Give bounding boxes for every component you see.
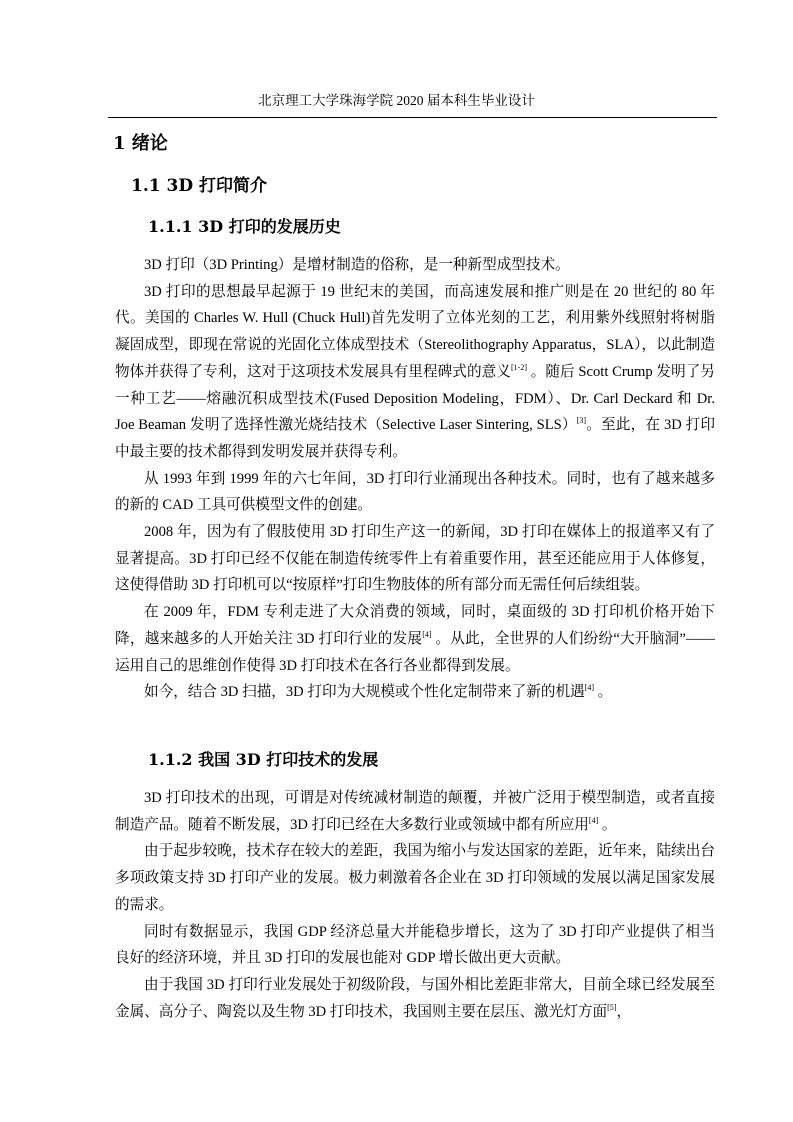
citation: [4] [584, 683, 594, 693]
page-header: 北京理工大学珠海学院 2020 届本科生毕业设计 [258, 93, 535, 108]
paragraph-text: 在 2009 年，FDM 专利走进了大众消费的领域，同时，桌面级的 3D 打印机价格开始下降，越来越多的人开始关注 3D 打印行业的发展 [115, 604, 715, 647]
paragraph: 同时有数据显示，我国 GDP 经济总量大并能稳步增长，这为了 3D 打印产业提供了相当良好的经济环境，并且 3D 打印的发展也能对 GDP 增长做出更大贡献。 [115, 923, 715, 967]
subsection-heading-1-1-1: 1.1.1 3D 打印的发展历史 [148, 217, 341, 236]
paragraph-text: 。从此，全世界的人们纷纷“大开脑洞”——运用自己的思维创作使得 3D 打印技术在各行各业都得到发展。 [115, 630, 716, 674]
domestic-section [115, 785, 715, 1025]
paragraph [115, 279, 715, 466]
header-divider [108, 117, 717, 118]
citation: [5] [607, 1002, 617, 1012]
paragraph [115, 599, 715, 679]
paragraph-text: 3D 打印的思想最早起源于 19 世纪末的美国，而高速发展和推广则是在 20 世纪的 80 年代。美国的 Charles W. Hull (Chuck Hull)首先发明了立体光刻的工艺，利用紫外线照射将树脂凝固成型，即现在常说的光固化立体成型技术（Stereolithography Apparatus，SLA），以此制造物体并获得了专利，这对于这项技术发展具有里程碑式的意义 [115, 283, 715, 380]
subsection-heading-1-1-2: 1.1.2 我国 3D 打印技术的发展 [148, 750, 379, 769]
citation: [3] [576, 416, 587, 426]
paragraph [115, 679, 715, 706]
citation: [4] [422, 629, 432, 639]
paragraph: 2008 年，因为有了假肢使用 3D 打印生产这一的新闻，3D 打印在媒体上的报道率又有了显著提高。3D 打印已经不仅能在制造传统零件上有着重要作用，甚至还能应用于人体修复，这使得借助 3D 打印机可以“按原样”打印生物肢体的所有部分而无需任何后续组装。 [115, 524, 715, 594]
chapter-heading: 1 绪论 [113, 133, 168, 154]
paragraph-text: 如今，结合 3D 扫描，3D 打印为大规模或个性化定制带来了新的机遇 [144, 684, 585, 701]
paragraph-text: ， [616, 1003, 632, 1020]
paragraph [115, 785, 715, 838]
paragraph-text: 。至此，在 3D 打印中最主要的技术都得到发明发展并获得专利。 [115, 417, 715, 460]
paragraph-text: 。 [598, 816, 617, 833]
paragraph-text: 3D 打印技术的出现，可谓是对传统减材制造的颠覆，并被广泛用于模型制造，或者直接制造产品。随着不断发展，3D 打印已经在大多数行业或领域中都有所应用 [115, 790, 715, 833]
paragraph [115, 972, 715, 1025]
paragraph-text: 。 [593, 684, 613, 701]
citation: [4] [588, 815, 599, 825]
citation: [1-2] [510, 362, 527, 372]
section-heading-1-1: 1.1 3D 打印简介 [131, 176, 267, 196]
paragraph: 由于起步较晚，技术存在较大的差距，我国为缩小与发达国家的差距，近年来，陆续出台多项政策支持 3D 打印产业的发展。极力刺激着各企业在 3D 打印领域的发展以满足国家发展的需求。 [115, 843, 715, 913]
history-section [115, 252, 715, 706]
paragraph-text: 由于我国 3D 打印行业发展处于初级阶段，与国外相比差距非常大，目前全球已经发展至金属、高分子、陶瓷以及生物 3D 打印技术，我国则主要在层压、激光灯方面 [115, 976, 715, 1020]
paragraph: 3D 打印（3D Printing）是增材制造的俗称，是一种新型成型技术。 [144, 257, 570, 273]
paragraph-text: 。随后 Scott Crump 发明了另一种工艺——熔融沉积成型技术(Fused Deposition Modeling，FDM）、Dr. Carl Deckard 和 Dr. Joe Beaman 发明了选择性激光烧结技术（Selective Laser Sintering, SLS） [115, 363, 715, 434]
paragraph: 从 1993 年到 1999 年的六七年间，3D 打印行业涌现出各种技术。同时，也有了越来越多的新的 CAD 工具可供模型文件的创建。 [115, 470, 715, 514]
